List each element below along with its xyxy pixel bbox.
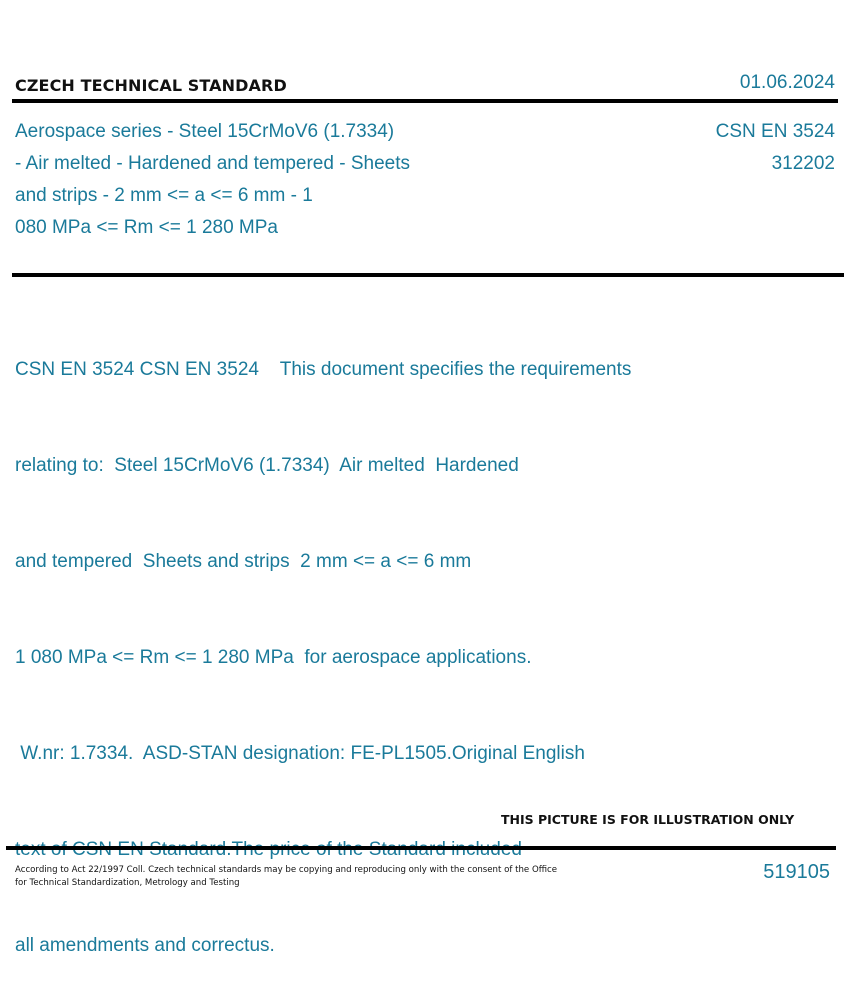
title-line: and strips - 2 mm <= a <= 6 mm - 1 — [15, 185, 313, 206]
illustration-notice: THIS PICTURE IS FOR ILLUSTRATION ONLY — [501, 812, 795, 827]
legal-notice — [15, 864, 595, 890]
classification-code: 312202 — [771, 153, 835, 174]
legal-line: for Technical Standardization, Metrology and Testing — [15, 878, 240, 888]
top-divider — [12, 99, 838, 103]
standard-title — [15, 116, 485, 244]
description-line — [15, 834, 735, 866]
header-label: CZECH TECHNICAL STANDARD — [15, 76, 287, 95]
title-line: - Air melted - Hardened and tempered - Sheets — [15, 153, 410, 174]
standard-number: CSN EN 3524 — [715, 121, 835, 142]
description-line: all amendments and correctus. — [15, 935, 275, 956]
standard-identifiers — [716, 116, 835, 180]
description-line: W.nr: 1.7334. ASD-STAN designation: FE-PL1505.Original English — [15, 743, 585, 764]
middle-divider — [12, 273, 844, 277]
legal-line: According to Act 22/1997 Coll. Czech technical standards may be copying and reproducing only with the consent of the Office — [15, 865, 558, 875]
description-line: relating to: Steel 15CrMoV6 (1.7334) Air melted Hardened — [15, 455, 519, 476]
description-line: and tempered Sheets and strips 2 mm <= a <= 6 mm — [15, 551, 472, 572]
catalog-number: 519105 — [763, 861, 830, 883]
description-line: CSN EN 3524 CSN EN 3524 This document specifies the requirements — [15, 359, 632, 380]
bottom-divider — [6, 846, 836, 850]
description-line: 1 080 MPa <= Rm <= 1 280 MPa for aerospace applications. — [15, 647, 532, 668]
title-line: 080 MPa <= Rm <= 1 280 MPa — [15, 217, 278, 238]
publication-date: 01.06.2024 — [739, 72, 835, 93]
title-line: Aerospace series - Steel 15CrMoV6 (1.7334) — [15, 121, 395, 142]
